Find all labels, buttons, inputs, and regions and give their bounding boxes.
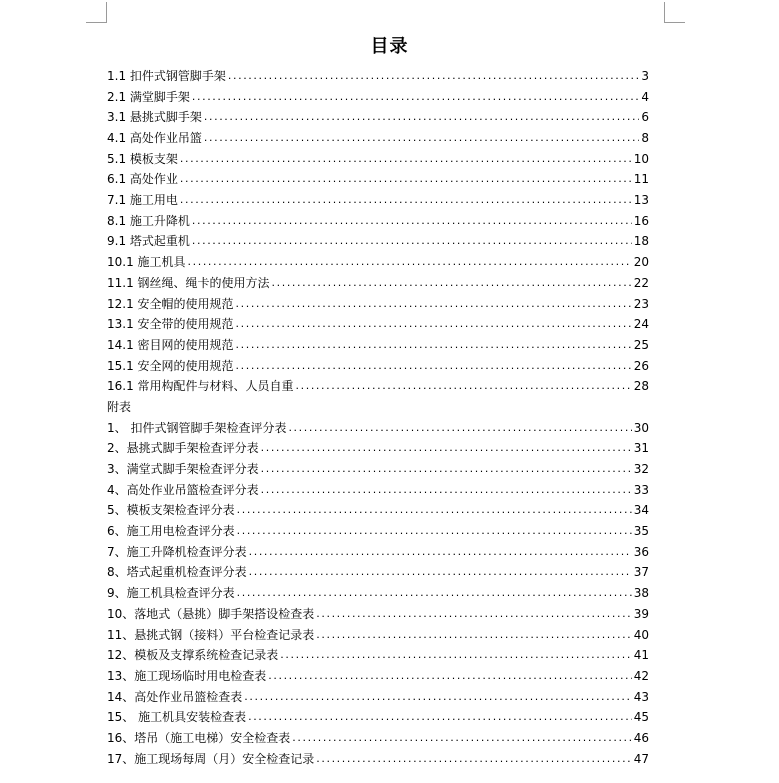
toc-main-list xyxy=(107,66,649,397)
toc-entry-page: 4 xyxy=(641,89,649,104)
toc-dot-leader xyxy=(192,87,639,108)
toc-entry-page: 8 xyxy=(641,131,649,146)
toc-entry-page: 42 xyxy=(633,668,649,683)
toc-entry[interactable] xyxy=(107,666,649,687)
toc-dot-leader xyxy=(280,645,631,666)
toc-entry-page: 40 xyxy=(633,627,649,642)
toc-entry[interactable] xyxy=(107,687,649,708)
toc-dot-leader xyxy=(192,211,632,232)
toc-entry-title: 8、塔式起重机检查评分表 xyxy=(107,565,247,580)
toc-appendix-list xyxy=(107,418,649,770)
toc-entry-title: 3.1 悬挑式脚手架 xyxy=(107,110,202,125)
toc-dot-leader xyxy=(249,562,632,583)
page-title: 目录 xyxy=(370,36,409,57)
toc-entry-title: 6、施工用电检查评分表 xyxy=(107,524,235,539)
table-of-contents xyxy=(107,66,649,769)
toc-entry-page: 38 xyxy=(633,586,649,601)
toc-entry-page: 32 xyxy=(633,462,649,477)
toc-entry-title: 16、塔吊（施工电梯）安全检查表 xyxy=(107,730,291,745)
toc-entry-page: 39 xyxy=(633,606,649,621)
toc-entry-title: 12.1 安全帽的使用规范 xyxy=(107,296,234,311)
toc-entry-title: 4、高处作业吊篮检查评分表 xyxy=(107,482,259,497)
toc-entry-title: 7.1 施工用电 xyxy=(107,193,178,208)
toc-entry[interactable] xyxy=(107,87,649,108)
toc-entry[interactable] xyxy=(107,376,649,397)
toc-dot-leader xyxy=(272,273,632,294)
toc-dot-leader xyxy=(244,687,631,708)
toc-entry-title: 14.1 密目网的使用规范 xyxy=(107,337,234,352)
toc-entry-title: 10、落地式（悬挑）脚手架搭设检查表 xyxy=(107,606,315,621)
toc-entry-page: 24 xyxy=(633,317,649,332)
toc-entry-title: 5、模板支架检查评分表 xyxy=(107,503,235,518)
toc-entry-title: 1、 扣件式钢管脚手架检查评分表 xyxy=(107,420,287,435)
toc-entry-title: 9、施工机具检查评分表 xyxy=(107,586,235,601)
toc-entry[interactable] xyxy=(107,273,649,294)
appendix-heading: 附表 xyxy=(107,400,132,414)
toc-entry-page: 18 xyxy=(633,234,649,249)
toc-entry-page: 23 xyxy=(633,296,649,311)
toc-dot-leader xyxy=(249,542,632,563)
toc-entry[interactable] xyxy=(107,128,649,149)
toc-entry-title: 8.1 施工升降机 xyxy=(107,213,190,228)
toc-entry-title: 11.1 钢丝绳、绳卡的使用方法 xyxy=(107,275,270,290)
toc-dot-leader xyxy=(237,521,632,542)
toc-dot-leader xyxy=(316,749,631,770)
toc-entry[interactable] xyxy=(107,583,649,604)
toc-entry-page: 31 xyxy=(633,441,649,456)
toc-dot-leader xyxy=(236,335,632,356)
toc-entry-title: 13.1 安全带的使用规范 xyxy=(107,317,234,332)
toc-entry[interactable] xyxy=(107,521,649,542)
toc-entry[interactable] xyxy=(107,149,649,170)
toc-entry[interactable] xyxy=(107,169,649,190)
toc-entry-title: 2、悬挑式脚手架检查评分表 xyxy=(107,441,259,456)
toc-entry[interactable] xyxy=(107,542,649,563)
toc-entry-title: 2.1 满堂脚手架 xyxy=(107,89,190,104)
toc-dot-leader xyxy=(236,314,632,335)
toc-entry-title: 13、施工现场临时用电检查表 xyxy=(107,668,267,683)
toc-entry[interactable] xyxy=(107,563,649,584)
toc-entry-page: 43 xyxy=(633,689,649,704)
toc-dot-leader xyxy=(236,294,632,315)
toc-dot-leader xyxy=(204,107,639,128)
toc-entry-page: 34 xyxy=(633,503,649,518)
toc-entry-page: 28 xyxy=(633,379,649,394)
toc-entry[interactable] xyxy=(107,252,649,273)
toc-entry-title: 17、施工现场每周（月）安全检查记录 xyxy=(107,751,315,766)
toc-dot-leader xyxy=(180,169,632,190)
toc-entry[interactable] xyxy=(107,459,649,480)
toc-entry-page: 16 xyxy=(633,213,649,228)
toc-dot-leader xyxy=(316,604,631,625)
toc-entry-page: 33 xyxy=(633,482,649,497)
crop-mark-top-right xyxy=(664,2,685,23)
toc-entry[interactable] xyxy=(107,107,649,128)
toc-entry[interactable] xyxy=(107,645,649,666)
toc-dot-leader xyxy=(292,728,631,749)
toc-dot-leader xyxy=(261,438,632,459)
toc-entry-title: 12、模板及支撑系统检查记录表 xyxy=(107,648,279,663)
toc-entry-page: 13 xyxy=(633,193,649,208)
toc-entry-page: 47 xyxy=(633,751,649,766)
toc-entry[interactable] xyxy=(107,604,649,625)
toc-dot-leader xyxy=(261,480,632,501)
toc-entry-title: 15.1 安全网的使用规范 xyxy=(107,358,234,373)
toc-entry-page: 10 xyxy=(633,151,649,166)
toc-entry-title: 6.1 高处作业 xyxy=(107,172,178,187)
toc-entry[interactable] xyxy=(107,480,649,501)
toc-dot-leader xyxy=(248,707,632,728)
toc-dot-leader xyxy=(237,500,632,521)
toc-entry-title: 15、 施工机具安装检查表 xyxy=(107,710,247,725)
toc-entry-page: 41 xyxy=(633,648,649,663)
toc-entry-title: 11、悬挑式钢（接料）平台检查记录表 xyxy=(107,627,315,642)
toc-entry-page: 35 xyxy=(633,524,649,539)
toc-entry-page: 25 xyxy=(633,337,649,352)
toc-dot-leader xyxy=(204,128,639,149)
toc-entry[interactable] xyxy=(107,232,649,253)
toc-entry-title: 1.1 扣件式钢管脚手架 xyxy=(107,68,226,83)
toc-entry[interactable] xyxy=(107,500,649,521)
toc-entry[interactable] xyxy=(107,356,649,377)
toc-dot-leader xyxy=(296,376,632,397)
toc-entry[interactable] xyxy=(107,418,649,439)
toc-entry[interactable] xyxy=(107,294,649,315)
toc-entry-page: 6 xyxy=(641,110,649,125)
toc-entry-page: 37 xyxy=(633,565,649,580)
toc-dot-leader xyxy=(180,149,632,170)
toc-entry-page: 26 xyxy=(633,358,649,373)
toc-entry-title: 16.1 常用构配件与材料、人员自重 xyxy=(107,379,294,394)
toc-entry-page: 22 xyxy=(633,275,649,290)
toc-entry[interactable] xyxy=(107,211,649,232)
toc-entry-title: 5.1 模板支架 xyxy=(107,151,178,166)
toc-entry[interactable] xyxy=(107,707,649,728)
toc-dot-leader xyxy=(180,190,632,211)
toc-entry[interactable] xyxy=(107,190,649,211)
toc-entry-title: 14、高处作业吊篮检查表 xyxy=(107,689,243,704)
toc-dot-leader xyxy=(192,231,632,252)
toc-entry-page: 11 xyxy=(633,172,649,187)
toc-dot-leader xyxy=(316,625,631,646)
toc-entry-page: 3 xyxy=(641,68,649,83)
crop-mark-top-left xyxy=(86,2,107,23)
toc-entry-page: 46 xyxy=(633,730,649,745)
toc-entry-page: 45 xyxy=(633,710,649,725)
toc-entry[interactable] xyxy=(107,438,649,459)
toc-entry-page: 20 xyxy=(633,255,649,270)
toc-entry-title: 7、施工升降机检查评分表 xyxy=(107,544,247,559)
toc-entry-page: 30 xyxy=(633,420,649,435)
toc-entry[interactable] xyxy=(107,625,649,646)
toc-dot-leader xyxy=(268,666,631,687)
toc-entry[interactable] xyxy=(107,728,649,749)
toc-dot-leader xyxy=(228,66,639,87)
toc-dot-leader xyxy=(288,418,631,439)
toc-entry-title: 4.1 高处作业吊篮 xyxy=(107,131,202,146)
toc-dot-leader xyxy=(261,459,632,480)
toc-entry-title: 10.1 施工机具 xyxy=(107,255,186,270)
toc-entry[interactable] xyxy=(107,749,649,770)
toc-entry-page: 36 xyxy=(633,544,649,559)
toc-dot-leader xyxy=(236,356,632,377)
toc-dot-leader xyxy=(188,252,632,273)
toc-entry-title: 9.1 塔式起重机 xyxy=(107,234,190,249)
toc-dot-leader xyxy=(237,583,632,604)
toc-entry[interactable] xyxy=(107,335,649,356)
toc-entry-title: 3、满堂式脚手架检查评分表 xyxy=(107,462,259,477)
toc-entry[interactable] xyxy=(107,314,649,335)
toc-entry[interactable] xyxy=(107,66,649,87)
